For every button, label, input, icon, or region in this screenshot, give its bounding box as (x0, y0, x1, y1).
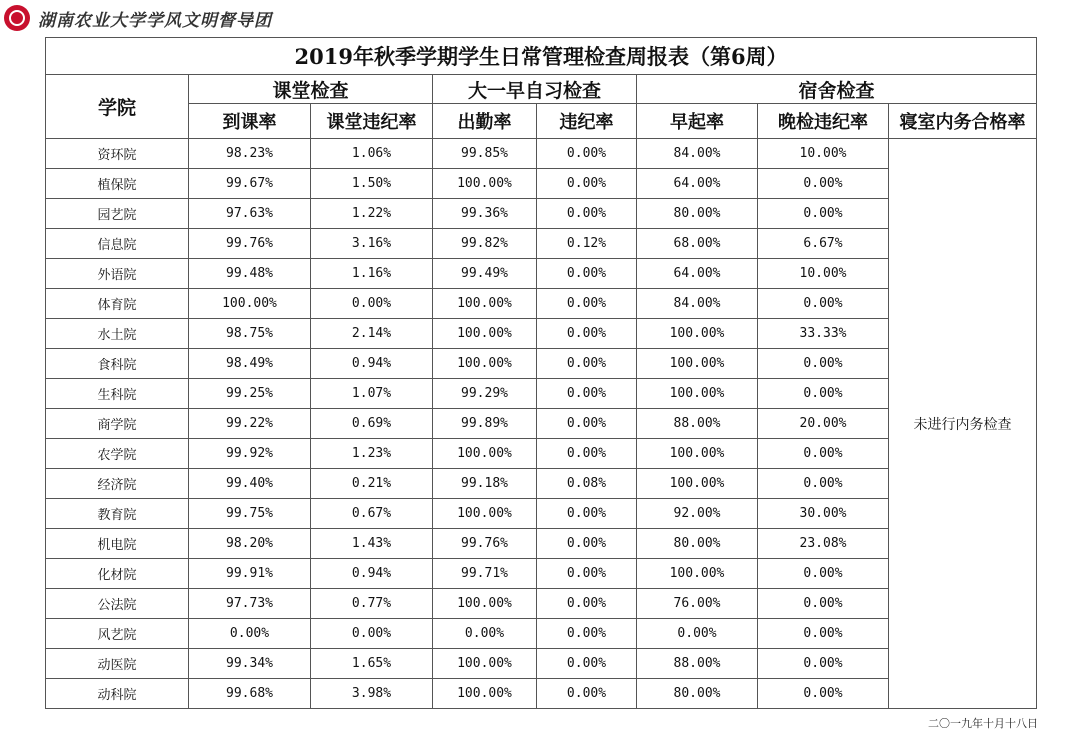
early-rise-cell: 84.00% (637, 289, 758, 319)
morning-violation-cell: 0.00% (537, 199, 637, 229)
night-violation-cell: 10.00% (758, 139, 889, 169)
attendance-cell: 100.00% (189, 289, 311, 319)
early-rise-cell: 80.00% (637, 529, 758, 559)
early-rise-cell: 100.00% (637, 469, 758, 499)
night-violation-cell: 0.00% (758, 649, 889, 679)
table-row (46, 559, 1037, 589)
morning-violation-cell: 0.00% (537, 409, 637, 439)
class-violation-cell: 1.22% (311, 199, 433, 229)
table-row (46, 379, 1037, 409)
night-violation-cell: 0.00% (758, 679, 889, 709)
morning-attendance-cell: 100.00% (433, 439, 537, 469)
morning-attendance-cell: 99.85% (433, 139, 537, 169)
morning-attendance-cell: 100.00% (433, 169, 537, 199)
college-name-cell: 风艺院 (46, 619, 189, 649)
night-violation-cell: 33.33% (758, 319, 889, 349)
morning-attendance-cell: 99.71% (433, 559, 537, 589)
table-row (46, 199, 1037, 229)
college-name-cell: 信息院 (46, 229, 189, 259)
class-violation-column-header: 课堂违纪率 (311, 104, 433, 139)
morning-violation-cell: 0.00% (537, 169, 637, 199)
class-violation-cell: 2.14% (311, 319, 433, 349)
class-violation-cell: 3.16% (311, 229, 433, 259)
attendance-cell: 98.20% (189, 529, 311, 559)
night-violation-cell: 0.00% (758, 379, 889, 409)
weekly-report-table (45, 37, 1037, 709)
morning-violation-cell: 0.00% (537, 559, 637, 589)
attendance-cell: 98.23% (189, 139, 311, 169)
early-rise-cell: 100.00% (637, 379, 758, 409)
night-violation-cell: 0.00% (758, 619, 889, 649)
morning-violation-cell: 0.00% (537, 439, 637, 469)
table-row (46, 259, 1037, 289)
class-violation-cell: 1.50% (311, 169, 433, 199)
morning-attendance-cell: 99.49% (433, 259, 537, 289)
morning-attendance-cell: 100.00% (433, 649, 537, 679)
attendance-cell: 97.73% (189, 589, 311, 619)
morning-violation-cell: 0.08% (537, 469, 637, 499)
page-header (4, 4, 272, 32)
class-violation-cell: 0.00% (311, 619, 433, 649)
table-row (46, 289, 1037, 319)
morning-attendance-cell: 99.36% (433, 199, 537, 229)
night-violation-cell: 23.08% (758, 529, 889, 559)
early-rise-cell: 76.00% (637, 589, 758, 619)
table-row (46, 169, 1037, 199)
table-row (46, 229, 1037, 259)
morning-violation-cell: 0.00% (537, 289, 637, 319)
college-column-header: 学院 (46, 75, 189, 139)
early-rise-cell: 92.00% (637, 499, 758, 529)
early-rise-cell: 100.00% (637, 439, 758, 469)
early-rise-cell: 68.00% (637, 229, 758, 259)
college-name-cell: 植保院 (46, 169, 189, 199)
night-violation-cell: 0.00% (758, 469, 889, 499)
morning-violation-cell: 0.00% (537, 529, 637, 559)
early-rise-cell: 80.00% (637, 679, 758, 709)
table-row (46, 319, 1037, 349)
attendance-column-header: 到课率 (189, 104, 311, 139)
morning-attendance-cell: 99.82% (433, 229, 537, 259)
morning-attendance-cell: 100.00% (433, 289, 537, 319)
class-violation-cell: 0.21% (311, 469, 433, 499)
night-violation-cell: 0.00% (758, 169, 889, 199)
morning-violation-cell: 0.00% (537, 379, 637, 409)
class-violation-cell: 3.98% (311, 679, 433, 709)
class-violation-cell: 1.23% (311, 439, 433, 469)
early-rise-cell: 100.00% (637, 559, 758, 589)
early-rise-cell: 100.00% (637, 319, 758, 349)
report-date: 二〇一九年十月十八日 (928, 717, 1038, 730)
college-name-cell: 商学院 (46, 409, 189, 439)
morning-attendance-cell: 99.29% (433, 379, 537, 409)
table-row (46, 589, 1037, 619)
class-violation-cell: 1.06% (311, 139, 433, 169)
night-violation-column-header: 晚检违纪率 (758, 104, 889, 139)
report-body (46, 139, 1037, 709)
table-row (46, 409, 1037, 439)
early-rise-cell: 80.00% (637, 199, 758, 229)
class-violation-cell: 1.16% (311, 259, 433, 289)
dorm-pass-note: 未进行内务检查 (889, 139, 1037, 709)
night-violation-cell: 0.00% (758, 199, 889, 229)
classroom-group-header: 课堂检查 (189, 75, 433, 104)
table-row (46, 139, 1037, 169)
morning-violation-cell: 0.00% (537, 499, 637, 529)
attendance-cell: 98.75% (189, 319, 311, 349)
morning-attendance-cell: 100.00% (433, 349, 537, 379)
morning-attendance-cell: 99.18% (433, 469, 537, 499)
class-violation-cell: 1.43% (311, 529, 433, 559)
early-rise-cell: 0.00% (637, 619, 758, 649)
table-row (46, 349, 1037, 379)
table-row (46, 649, 1037, 679)
morning-violation-cell: 0.00% (537, 349, 637, 379)
attendance-cell: 99.25% (189, 379, 311, 409)
college-name-cell: 公法院 (46, 589, 189, 619)
class-violation-cell: 0.00% (311, 289, 433, 319)
class-violation-cell: 0.94% (311, 559, 433, 589)
dorm-group-header: 宿舍检查 (637, 75, 1037, 104)
college-name-cell: 体育院 (46, 289, 189, 319)
morning-attendance-column-header: 出勤率 (433, 104, 537, 139)
class-violation-cell: 0.94% (311, 349, 433, 379)
class-violation-cell: 1.07% (311, 379, 433, 409)
morning-group-header: 大一早自习检查 (433, 75, 637, 104)
class-violation-cell: 1.65% (311, 649, 433, 679)
college-name-cell: 化材院 (46, 559, 189, 589)
college-name-cell: 外语院 (46, 259, 189, 289)
night-violation-cell: 0.00% (758, 559, 889, 589)
class-violation-cell: 0.67% (311, 499, 433, 529)
college-name-cell: 机电院 (46, 529, 189, 559)
college-name-cell: 动科院 (46, 679, 189, 709)
early-rise-cell: 88.00% (637, 409, 758, 439)
early-rise-cell: 88.00% (637, 649, 758, 679)
morning-attendance-cell: 0.00% (433, 619, 537, 649)
morning-violation-cell: 0.00% (537, 139, 637, 169)
college-name-cell: 水土院 (46, 319, 189, 349)
morning-violation-cell: 0.00% (537, 679, 637, 709)
night-violation-cell: 6.67% (758, 229, 889, 259)
college-name-cell: 教育院 (46, 499, 189, 529)
class-violation-cell: 0.69% (311, 409, 433, 439)
college-name-cell: 食科院 (46, 349, 189, 379)
morning-violation-column-header: 违纪率 (537, 104, 637, 139)
attendance-cell: 99.76% (189, 229, 311, 259)
attendance-cell: 99.68% (189, 679, 311, 709)
attendance-cell: 99.22% (189, 409, 311, 439)
morning-attendance-cell: 100.00% (433, 319, 537, 349)
attendance-cell: 0.00% (189, 619, 311, 649)
class-violation-cell: 0.77% (311, 589, 433, 619)
night-violation-cell: 0.00% (758, 349, 889, 379)
attendance-cell: 99.34% (189, 649, 311, 679)
attendance-cell: 98.49% (189, 349, 311, 379)
early-rise-cell: 64.00% (637, 259, 758, 289)
night-violation-cell: 10.00% (758, 259, 889, 289)
morning-violation-cell: 0.12% (537, 229, 637, 259)
university-logo-icon (4, 5, 30, 31)
morning-attendance-cell: 100.00% (433, 499, 537, 529)
table-row (46, 619, 1037, 649)
attendance-cell: 97.63% (189, 199, 311, 229)
early-rise-cell: 84.00% (637, 139, 758, 169)
morning-attendance-cell: 100.00% (433, 589, 537, 619)
college-name-cell: 农学院 (46, 439, 189, 469)
night-violation-cell: 30.00% (758, 499, 889, 529)
table-row (46, 529, 1037, 559)
attendance-cell: 99.67% (189, 169, 311, 199)
early-rise-cell: 100.00% (637, 349, 758, 379)
college-name-cell: 资环院 (46, 139, 189, 169)
table-row (46, 679, 1037, 709)
morning-violation-cell: 0.00% (537, 619, 637, 649)
morning-violation-cell: 0.00% (537, 649, 637, 679)
morning-violation-cell: 0.00% (537, 319, 637, 349)
college-name-cell: 经济院 (46, 469, 189, 499)
brand-name: 湖南农业大学学风文明督导团 (38, 10, 272, 31)
dorm-pass-column-header: 寝室内务合格率 (889, 104, 1037, 139)
table-row (46, 499, 1037, 529)
attendance-cell: 99.75% (189, 499, 311, 529)
attendance-cell: 99.40% (189, 469, 311, 499)
morning-violation-cell: 0.00% (537, 259, 637, 289)
night-violation-cell: 0.00% (758, 439, 889, 469)
morning-attendance-cell: 99.76% (433, 529, 537, 559)
table-row (46, 469, 1037, 499)
early-rise-cell: 64.00% (637, 169, 758, 199)
night-violation-cell: 0.00% (758, 289, 889, 319)
early-rise-column-header: 早起率 (637, 104, 758, 139)
morning-attendance-cell: 99.89% (433, 409, 537, 439)
table-row (46, 439, 1037, 469)
college-name-cell: 园艺院 (46, 199, 189, 229)
attendance-cell: 99.48% (189, 259, 311, 289)
attendance-cell: 99.91% (189, 559, 311, 589)
attendance-cell: 99.92% (189, 439, 311, 469)
night-violation-cell: 20.00% (758, 409, 889, 439)
college-name-cell: 动医院 (46, 649, 189, 679)
morning-attendance-cell: 100.00% (433, 679, 537, 709)
night-violation-cell: 0.00% (758, 589, 889, 619)
college-name-cell: 生科院 (46, 379, 189, 409)
morning-violation-cell: 0.00% (537, 589, 637, 619)
report-title: 2019年秋季学期学生日常管理检查周报表（第6周） (46, 38, 1037, 75)
